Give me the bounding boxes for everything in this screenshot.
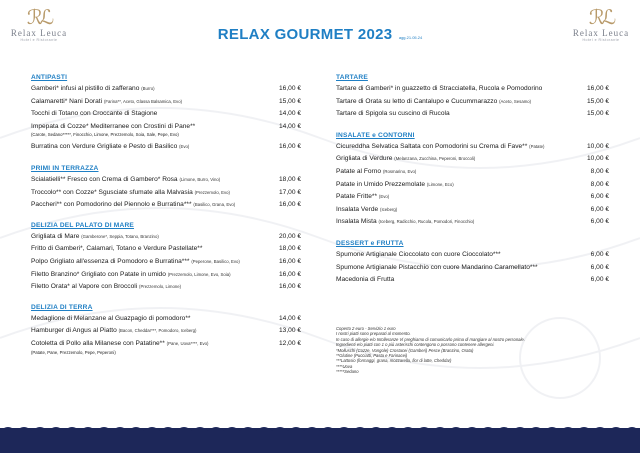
item-name: Tartare di Gamberi* in guazzetto di Stracciatella, Rucola e Pomodorino	[336, 85, 543, 92]
item-name: Fritto di Gamberi*, Calamari, Totano e Verdure Pastellate**	[31, 245, 203, 253]
item-price: 16,00 €	[279, 143, 301, 151]
section-primi	[31, 165, 301, 209]
menu-item	[31, 98, 301, 106]
item-price: 10,00 €	[587, 155, 609, 163]
menu-item	[31, 176, 301, 184]
menu-item	[31, 340, 301, 348]
menu-item	[336, 168, 609, 176]
item-price: 14,00 €	[279, 314, 301, 322]
item-price: 15,00 €	[587, 110, 609, 118]
menu-item	[31, 143, 301, 151]
item-name: Spumone Artigianale Pistacchio con cuore Mandarino Caramellato***	[336, 263, 538, 271]
item-name: Patate Fritte**	[336, 193, 378, 201]
menu-item	[31, 123, 301, 131]
item-price: 17,00 €	[279, 188, 301, 196]
item-desc: (Aceto, Sesamo)	[499, 98, 532, 104]
menu-item	[336, 206, 609, 214]
section-title: DESSERT e FRUTTA	[336, 239, 404, 247]
footnote-line: *Molluschi (Cozze, Vongole) Crostacei (Gamberi) Pesce (Branzino, Orata)	[336, 347, 474, 353]
item-name: Filetto Branzino* Grigliato con Patate in umido	[31, 270, 166, 278]
menu-item	[31, 189, 301, 197]
item-name: Insalata Mista	[336, 218, 377, 226]
item-name: Cicureddha Selvatica Saltata con Pomodorini su Crema di Fave**	[336, 142, 528, 150]
item-price: 16,00 €	[279, 85, 301, 92]
allergen-footnotes	[336, 326, 606, 375]
item-name: Scialatielli** Fresco con Crema di Gambero* Rosa	[31, 175, 178, 183]
item-desc: (Prezzemolo, Limone, Evo, Soia)	[167, 271, 231, 277]
section-title: PRIMI IN TERRAZZA	[31, 164, 99, 172]
item-name: Tartare di Orata su letto di Cantalupo e Cucummarazzo	[336, 97, 498, 105]
scallop-edge	[0, 423, 640, 431]
item-price: 16,00 €	[279, 283, 301, 291]
item-price: 18,00 €	[279, 245, 301, 253]
footnote-line: In caso di allergie e/o Intolleranze Vi preghiamo di comunicarlo prima di mangiare al nostro personale.	[336, 336, 525, 342]
brand-tagline: Hotel e Ristorante	[582, 38, 620, 42]
menu-item	[31, 258, 301, 266]
item-desc: (Limone, Burro, Vino)	[179, 176, 221, 182]
item-price: 16,00 €	[279, 257, 301, 265]
menu-item	[336, 193, 609, 201]
item-desc: (Prezzemolo, Limone)	[139, 284, 182, 290]
item-price: 6,00 €	[590, 193, 609, 201]
footnote-line: **Glutine (Pucciatti, Pasta e Farinacei)	[336, 353, 408, 359]
menu-item	[336, 276, 609, 284]
brand-monogram-icon: ℛℒ	[588, 5, 614, 29]
item-name: Medaglione di Melanzane al Guazpagio di pomodoro**	[31, 314, 191, 322]
menu-item	[336, 155, 609, 163]
menu-item	[31, 245, 301, 253]
menu-item	[31, 315, 301, 323]
item-price: 16,00 €	[279, 201, 301, 209]
item-price: 20,00 €	[279, 232, 301, 240]
item-desc: (Iceberg)	[380, 206, 398, 212]
item-name: Gamberi* infusi al pistillo di zafferano	[31, 85, 140, 92]
item-price: 6,00 €	[590, 218, 609, 226]
menu-item	[31, 271, 301, 279]
footnote-line: ****Uova	[336, 363, 353, 369]
item-price: 14,00 €	[279, 122, 301, 130]
item-price: 6,00 €	[590, 250, 609, 258]
section-title: DELIZIA DI TERRA	[31, 303, 93, 311]
section-dessert	[336, 240, 609, 284]
item-name: Cotoletta di Pollo alla Milanese con Patatine**	[31, 339, 165, 347]
menu-title	[0, 26, 640, 44]
menu-item	[31, 110, 301, 118]
item-name: Spumone Artigianale Cioccolato con cuore Cioccolato***	[336, 250, 501, 258]
item-desc: (Prezzemolo, Evo)	[194, 189, 230, 195]
item-desc: (Rosmarino, Evo)	[382, 168, 417, 174]
footnote-line: *****Sedano	[336, 369, 359, 375]
menu-item	[31, 327, 301, 335]
footnote-line: Coperto 2 euro - Servizio 1 euro	[336, 326, 396, 331]
brand-name: Relax Leuca	[10, 28, 68, 38]
footnote-line: Ingredienti e/o piatti con 1 o più asterischi contengono o possono contenere allergeni.	[336, 342, 495, 348]
item-desc: (Peperone, Basilico, Evo)	[191, 258, 240, 264]
item-price: 6,00 €	[590, 205, 609, 213]
item-price: 15,00 €	[587, 97, 609, 105]
item-name: Insalata Verde	[336, 205, 379, 213]
item-name: Tocchi di Totano con Croccante di Stagione	[31, 110, 158, 118]
item-price: 12,00 €	[279, 339, 301, 347]
item-desc: (Evo)	[378, 194, 390, 200]
item-note: (Carote, Sedano*****, Finocchio, Limone, Prezzemolo, Soia, Sale, Pepe, Evo)	[31, 132, 179, 138]
menu-item	[31, 85, 301, 93]
update-date: agg.21.05.24	[398, 35, 423, 40]
menu-item	[31, 201, 301, 209]
section-title: DELIZIA DEL PALATO DI MARE	[31, 221, 135, 229]
item-price: 16,00 €	[587, 85, 609, 92]
menu-item	[31, 233, 301, 241]
item-price: 6,00 €	[590, 263, 609, 271]
section-title: ANTIPASTI	[31, 74, 68, 81]
footnote-line: I nostri piatti sono preparati al momento.	[336, 331, 411, 337]
item-price: 15,00 €	[279, 97, 301, 105]
item-name: Grigliata di Mare	[31, 232, 80, 240]
item-note: (Patate, Pane, Prezzemolo, Pepe, Peperoni)	[31, 349, 116, 355]
footnote-line: ***Lattosio (formaggi, grana, mozzarella, fior di latte, Cheddar)	[336, 358, 452, 364]
menu-item	[336, 264, 609, 272]
item-name: Tartare di Spigola su cuscino di Rucola	[336, 110, 450, 118]
item-name: Calamaretti* Nani Dorati	[31, 97, 103, 105]
item-name: Troccolo** con Cozze* Sgusciate sfumate alla Malvasia	[31, 188, 193, 196]
item-price: 10,00 €	[587, 142, 609, 150]
brand-name: Relax Leuca	[572, 28, 630, 38]
item-name: Impepata di Cozze* Mediterranee con Crostini di Pane**	[31, 122, 196, 130]
menu-item	[336, 143, 609, 151]
item-desc: (Melanzana, Zucchina, Peperoni, Broccoli)	[394, 156, 476, 162]
item-desc: (Iceberg, Radicchio, Rucola, Pomodori, Finocchio)	[378, 219, 475, 225]
item-price: 8,00 €	[590, 167, 609, 175]
left-column	[31, 74, 301, 361]
menu-item	[336, 110, 609, 118]
menu-item	[336, 98, 609, 106]
section-tartare	[336, 74, 609, 118]
item-price: 14,00 €	[279, 110, 301, 118]
menu-item	[336, 85, 609, 93]
brand-monogram-icon: ℛℒ	[26, 5, 52, 29]
section-mare	[31, 222, 301, 291]
page-title: RELAX GOURMET 2023	[217, 26, 393, 43]
item-name: Hamburger di Angus al Piatto	[31, 327, 117, 335]
item-price: 6,00 €	[590, 276, 609, 284]
item-price: 8,00 €	[590, 180, 609, 188]
section-title: TARTARE	[336, 74, 368, 81]
item-name: Burratina con Verdure Grigliate e Pesto di Basilico	[31, 143, 178, 151]
item-name: Patate in Umido Prezzemolate	[336, 180, 426, 188]
menu-item	[31, 283, 301, 291]
item-desc: (Farina**, Aceto, Glassa Balsamica, Evo)	[103, 98, 183, 104]
item-name: Paccheri** con Pomodorino del Piennolo e Burratina***	[31, 201, 192, 209]
section-insalate	[336, 132, 609, 227]
menu-item	[336, 251, 609, 259]
item-desc: (Evo)	[179, 144, 190, 150]
menu-item	[336, 181, 609, 189]
item-desc: (Bacon, Cheddar***, Pomodoro, Iceberg)	[118, 328, 197, 334]
brand-tagline: Hotel e Ristorante	[20, 38, 58, 42]
item-desc: (Gamberone*, Seppia, Totano, Branzino)	[81, 233, 159, 239]
item-desc: (Burro)	[141, 86, 155, 91]
section-terra	[31, 304, 301, 356]
item-name: Macedonia di Frutta	[336, 276, 395, 284]
item-price: 18,00 €	[279, 175, 301, 183]
item-price: 16,00 €	[279, 270, 301, 278]
bottom-decorative-band	[0, 428, 640, 453]
item-price: 13,00 €	[279, 327, 301, 335]
menu-item	[336, 218, 609, 226]
item-name: Polpo Grigliato all'essenza di Pomodoro e Burratina***	[31, 257, 190, 265]
item-name: Patate al Forno	[336, 167, 382, 175]
section-title: INSALATE e CONTORNI	[336, 131, 415, 139]
item-desc: (Basilico, Grana, Evo)	[193, 202, 236, 208]
item-desc: (Limone, Eco)	[426, 181, 454, 187]
right-column	[336, 74, 609, 289]
item-name: Filetto Orata* al Vapore con Broccoli	[31, 283, 138, 291]
item-desc: (Pane, Uova****, Evo)	[166, 340, 209, 346]
item-name: Grigliata di Verdure	[336, 155, 393, 163]
item-desc: (Patate)	[529, 143, 545, 149]
section-antipasti	[31, 74, 301, 151]
